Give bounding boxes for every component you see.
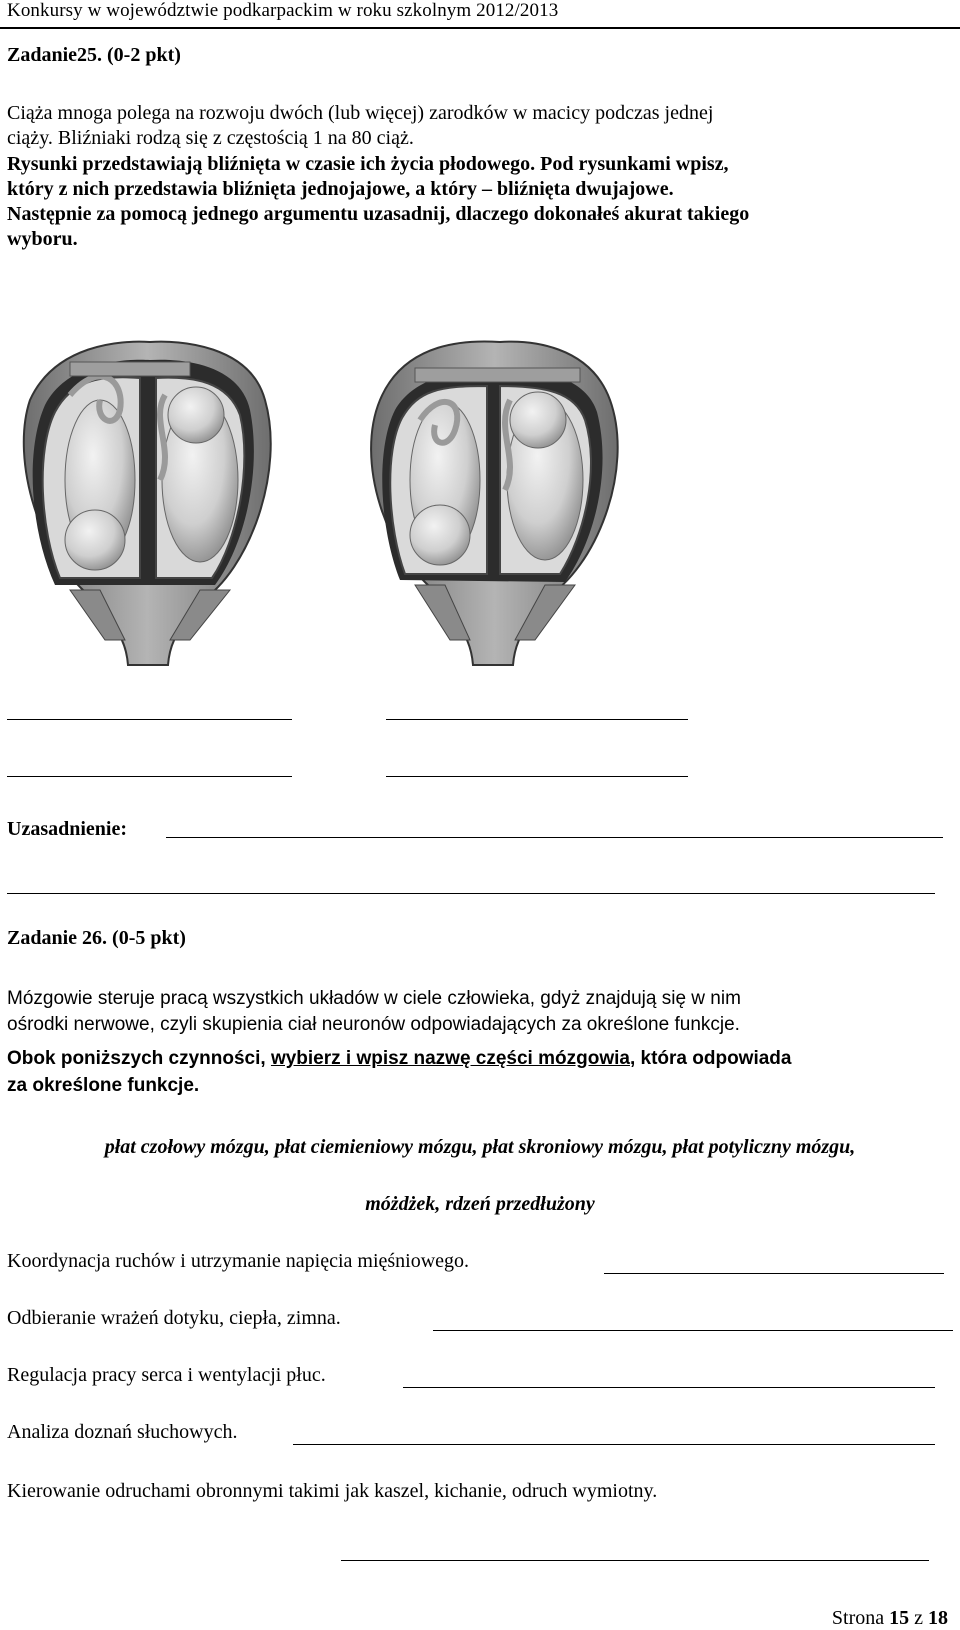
task26-title-number: Zadanie 26. xyxy=(7,927,108,949)
task26-instr-part-b: wybierz i wpisz nazwę części mózgowia xyxy=(270,1048,630,1069)
justification-blank-1[interactable] xyxy=(166,837,943,838)
task26-instruction-line1 xyxy=(7,1045,953,1072)
justification-label: Uzasadnienie: xyxy=(7,818,127,840)
task26-instruction-line2: za określone funkcje. xyxy=(7,1075,200,1096)
function-item-3: Regulacja pracy serca i wentylacji płuc. xyxy=(7,1364,326,1386)
function-blank-2[interactable] xyxy=(433,1330,953,1331)
task25-instruction-line1: Rysunki przedstawiają bliźnięta w czasie ich życia płodowego. Pod rysunkami wpisz, xyxy=(7,153,729,175)
task25-instruction-line4: wyboru. xyxy=(7,228,78,250)
task26-instr-part-a: Obok poniższych czynności, xyxy=(7,1048,271,1069)
task25-instruction-line3: Następnie za pomocą jednego argumentu uzasadnij, dlaczego dokonałeś akurat takiego xyxy=(7,203,750,225)
function-blank-5[interactable] xyxy=(341,1560,929,1561)
task26-instruction xyxy=(7,1045,953,1099)
task26-intro-line1: Mózgowie steruje pracą wszystkich układów w ciele człowieka, gdyż znajdują się w nim xyxy=(7,988,741,1009)
task26-title-points: (0-5 pkt) xyxy=(107,927,186,949)
header-rule xyxy=(0,27,960,29)
answer-blank-left-2[interactable] xyxy=(7,776,292,777)
function-blank-3[interactable] xyxy=(403,1387,935,1388)
function-item-1: Koordynacja ruchów i utrzymanie napięcia mięśniowego. xyxy=(7,1250,470,1272)
task26-instr-part-c: , która odpowiada xyxy=(629,1048,792,1069)
task25-instruction xyxy=(7,152,953,252)
footer-separator: z xyxy=(909,1607,928,1629)
page-footer xyxy=(832,1607,948,1630)
justification-blank-2[interactable] xyxy=(7,893,935,894)
brain-parts-options-line1: płat czołowy mózgu, płat ciemieniowy mózgu, płat skroniowy mózgu, płat potyliczny mózgu, xyxy=(104,1136,856,1158)
function-blank-1[interactable] xyxy=(604,1273,944,1274)
answer-blank-right-2[interactable] xyxy=(386,776,688,777)
task25-intro xyxy=(7,101,953,150)
task26-title xyxy=(7,927,186,950)
function-item-2: Odbieranie wrażeń dotyku, ciepła, zimna. xyxy=(7,1307,341,1329)
answer-blank-left-1[interactable] xyxy=(7,719,292,720)
function-item-5: Kierowanie odruchami obronnymi takimi jak kaszel, kichanie, odruch wymiotny. xyxy=(7,1480,658,1502)
function-blank-4[interactable] xyxy=(293,1444,935,1445)
function-item-4: Analiza doznań słuchowych. xyxy=(7,1421,238,1443)
footer-prefix: Strona xyxy=(831,1607,890,1629)
brain-parts-options-line2: móżdżek, rdzeń przedłużony xyxy=(365,1193,595,1215)
task26-intro xyxy=(7,986,953,1038)
right-uterus-drawing xyxy=(371,341,618,665)
task25-instruction-line2: który z nich przedstawia bliźnięta jednojajowe, a który – bliźnięta dwujajowe. xyxy=(7,178,674,200)
task25-intro-line2: ciąży. Bliźniaki rodzą się z częstością 1 na 80 ciąż. xyxy=(7,126,414,149)
twins-illustration xyxy=(0,340,960,690)
page-header: Konkursy w województwie podkarpackim w roku szkolnym 2012/2013 xyxy=(7,0,559,21)
footer-page-total: 18 xyxy=(928,1607,948,1629)
left-uterus-drawing xyxy=(24,342,271,665)
task25-title: Zadanie25. (0-2 pkt) xyxy=(7,44,181,66)
task25-intro-line1: Ciąża mnoga polega na rozwoju dwóch (lub więcej) zarodków w macicy podczas jednej xyxy=(7,102,714,124)
footer-page-number: 15 xyxy=(889,1607,910,1629)
task26-intro-line2: ośrodki nerwowe, czyli skupienia ciał neuronów odpowiadających za określone funkcje. xyxy=(7,1014,740,1035)
answer-blank-right-1[interactable] xyxy=(386,719,688,720)
